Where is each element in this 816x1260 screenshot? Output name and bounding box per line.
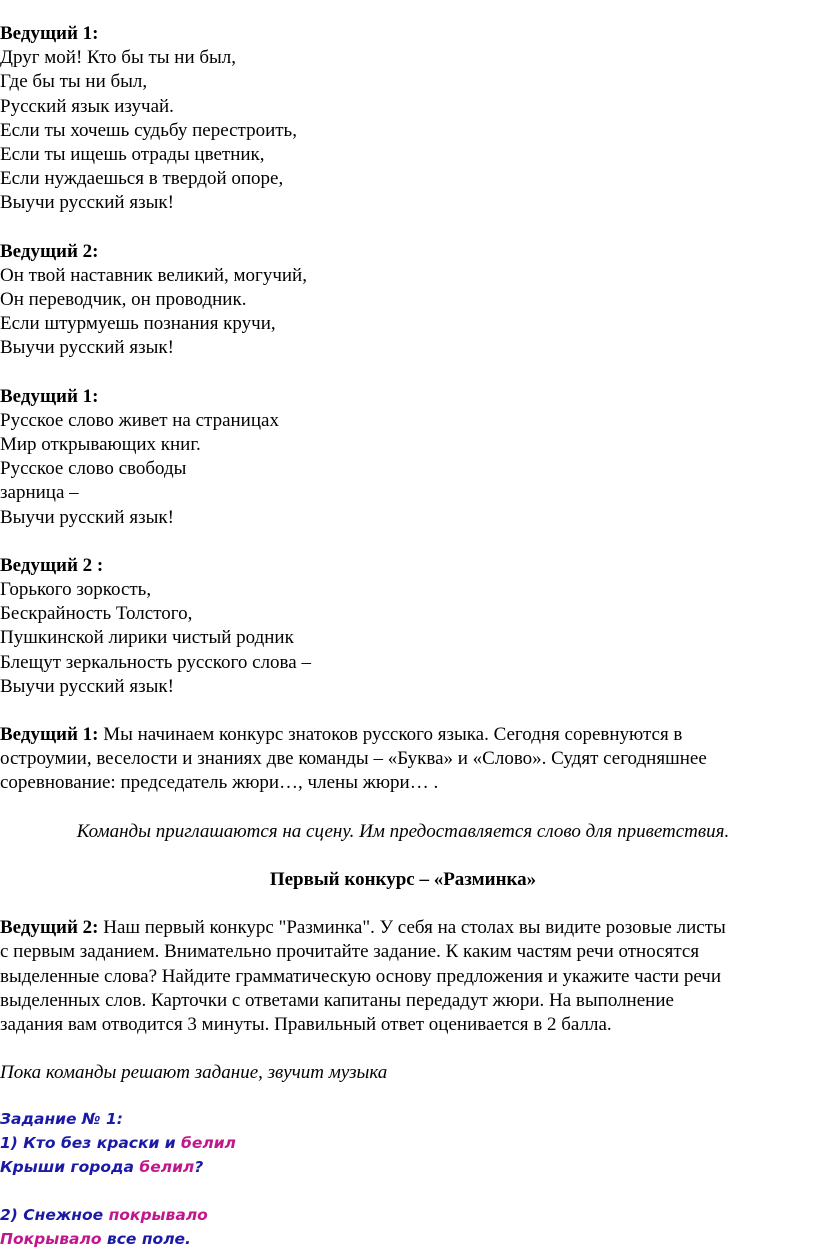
poem-line: Пушкинской лирики чистый родник — [0, 627, 294, 649]
document-page — [0, 22, 806, 1251]
poem-line: Выучи русский язык! — [0, 192, 174, 214]
highlighted-word: белил — [181, 1134, 236, 1153]
highlighted-word: Покрывало — [0, 1230, 102, 1249]
paragraph-text: с первым заданием. Внимательно прочитайте задание. К каким частям речи относятся — [0, 941, 700, 963]
poem-line: Если штурмуешь познания кручи, — [0, 313, 276, 335]
task-line — [0, 1155, 806, 1179]
intro-paragraph — [0, 723, 806, 796]
stanza-2 — [0, 240, 806, 361]
paragraph-text: соревнование: председатель жюри…, члены жюри… . — [0, 772, 439, 794]
poem-line: Русское слово свободы — [0, 458, 187, 480]
poem-line: Если нуждаешься в твердой опоре, — [0, 168, 284, 190]
poem-line: Русское слово живет на страницах — [0, 409, 279, 431]
poem-line: Мир открывающих книг. — [0, 434, 201, 456]
task-text: 2) Снежное — [0, 1206, 109, 1225]
paragraph-text: выделенные слова? Найдите грамматическую основу предложения и укажите части речи — [0, 965, 721, 987]
poem-line: Русский язык изучай. — [0, 95, 174, 117]
task-text: ? — [194, 1158, 204, 1177]
paragraph-text: остроумии, веселости и знаниях две команды – «Буква» и «Слово». Судят сегодняшнее — [0, 748, 707, 770]
poem-line: Блещут зеркальность русского слова – — [0, 651, 311, 673]
poem-line: Выучи русский язык! — [0, 337, 174, 359]
task-block — [0, 1107, 806, 1251]
paragraph-text: Мы начинаем конкурс знатоков русского языка. Сегодня соревнуются в — [98, 724, 683, 746]
task-line — [0, 1131, 806, 1155]
poem-line: Выучи русский язык! — [0, 506, 174, 528]
stanza-3 — [0, 385, 806, 530]
speaker-label: Ведущий 2: — [0, 917, 99, 939]
paragraph-text: Наш первый конкурс "Разминка". У себя на столах вы видите розовые листы — [98, 917, 726, 939]
speaker-label: Ведущий 1: — [0, 385, 99, 407]
speaker-label: Ведущий 1: — [0, 724, 99, 746]
task-text: Крыши города — [0, 1158, 140, 1177]
task-text: все поле. — [101, 1230, 191, 1249]
task-line — [0, 1227, 806, 1251]
task-text: 1) Кто без краски и — [0, 1134, 181, 1153]
stanza-4 — [0, 554, 806, 699]
poem-line: Он твой наставник великий, могучий, — [0, 264, 307, 286]
stanza-1 — [0, 22, 806, 216]
poem-line: Бескрайность Толстого, — [0, 603, 193, 625]
highlighted-word: покрывало — [108, 1206, 208, 1225]
poem-line: Если ты ищешь отрады цветник, — [0, 144, 265, 166]
poem-line: Друг мой! Кто бы ты ни был, — [0, 47, 237, 69]
speaker-label: Ведущий 2 : — [0, 554, 104, 576]
speaker-label: Ведущий 1: — [0, 23, 99, 44]
poem-line: Где бы ты ни был, — [0, 71, 148, 93]
music-note: Пока команды решают задание, звучит музыка — [0, 1062, 388, 1084]
poem-line: зарница – — [0, 482, 79, 504]
poem-line: Выучи русский язык! — [0, 675, 174, 697]
task-line — [0, 1203, 806, 1227]
poem-line: Горького зоркость, — [0, 579, 152, 601]
stage-note: Команды приглашаются на сцену. Им предоставляется слово для приветствия. — [76, 820, 730, 842]
paragraph-text: выделенных слов. Карточки с ответами капитаны передадут жюри. На выполнение — [0, 989, 674, 1011]
contest-title: Первый конкурс – «Разминка» — [269, 868, 537, 890]
paragraph-text: задания вам отводится 3 минуты. Правильный ответ оценивается в 2 балла. — [0, 1013, 612, 1035]
task-title: Задание № 1: — [0, 1110, 123, 1129]
contest-paragraph — [0, 916, 806, 1037]
speaker-label: Ведущий 2: — [0, 240, 99, 262]
poem-line: Он переводчик, он проводник. — [0, 289, 247, 311]
highlighted-word: белил — [139, 1158, 195, 1177]
poem-line: Если ты хочешь судьбу перестроить, — [0, 119, 297, 141]
